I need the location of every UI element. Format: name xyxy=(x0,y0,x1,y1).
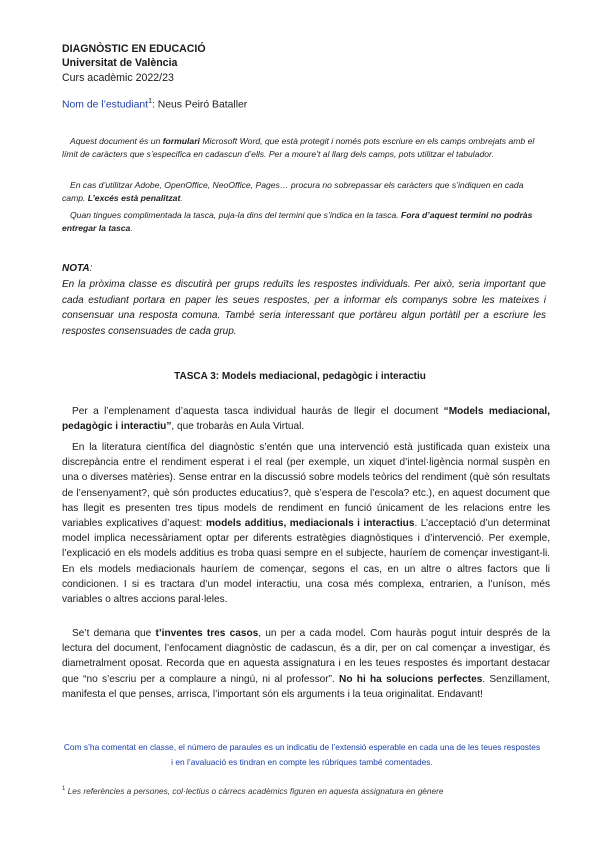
student-name-field[interactable] xyxy=(62,98,247,110)
body-paragraph-3: Se’t demana que t’inventes tres casos, un per a cada model. Com hauràs pogut intuir després de la lectura del document, l’enfocament diagnòstic de cadascun, és a dir, per on cal començar a investigar, és diametralment oposat. Recorda que en aquesta assignatura i en les teues respostes és important destacar que “no s’escriu per a complaure a ningú, ni al professor”. No hi ha solucions perfectes. Senzillament, manifesta el que penses, arrisca, l’important són els arguments i la teua originalitat. Endavant! xyxy=(62,628,551,700)
intro-paragraph-2: En cas d’utilitzar Adobe, OpenOffice, NeoOffice, Pages… procura no sobrepassar els caràcters que s’indiquen en cada camp. L’excés està penalitzat. xyxy=(62,180,524,203)
footnote-ref: 1 xyxy=(148,98,152,105)
university-name: Universitat de València xyxy=(62,57,178,69)
intro-paragraph-1: Aquest document és un formulari Microsoft Word, que està protegit i només pots escriure en els camps ombrejats amb el límit de caràcters que s’especifica en cadascun d’ells. Per a moure’t al llarg dels camps, pots utilitzar el tabulador. xyxy=(62,136,535,159)
nota-text: En la pròxima classe es discutirà per grups reduïts les respostes individuals. Per això, seria important que cada estudiant portara en paper les seues respostes, per a informar els companys sobre les mateixes i consensuar una resposta comuna. També seria interessant que portàreu algun portàtil per a escriure les respostes consensuades de cada grup. xyxy=(62,279,546,337)
body-paragraph-2: En la literatura científica del diagnòstic s’entén que una intervenció està justificada quan existeix una discrepància entre el rendiment esperat i el real (per exemple, un xiquet d’intel·ligència normal suspèn en una o diverses matèries). Sense entrar en la discussió sobre models teòrics del rendiment (què són resultats de l’ensenyament?, què són productes educatius?, què s’espera de l’escola? etc.), en aquest document que has llegit es presenten tres tipus models de rendiment en funció únicament de les relacions entre les variables explicatives d’aquest: models additius, mediacionals i interactius. L’acceptació d’un determinat model implica necessàriament optar per diferents estratègies diagnòstiques i d’intervenció. Per exemple, l’explicació en els models additius es troba quasi sempre en el subjecte, hauríem de començar investigant-li. En els models mediacionals hauríem de començar, segons el cas, en un altre o altres factors que li condicionen. I si es tractara d’un model interactiu, una cosa més complexa, entrarien, a l’uníson, més variables o altres accions paral·leles. xyxy=(62,442,551,606)
student-name-label: Nom de l’estudiant xyxy=(62,99,149,111)
task-title: TASCA 3: Models mediacional, pedagògic i interactiu xyxy=(174,371,426,382)
course-title: DIAGNÒSTIC EN EDUCACIÓ xyxy=(62,43,206,55)
intro-paragraph-3: Quan tingues complimentada la tasca, puja-la dins del termini que s’indica en la tasca. Fora d’aquest termini no podràs entregar la tasca. xyxy=(62,210,533,233)
nota-heading: NOTA: xyxy=(62,263,93,274)
word-count-note: Com s’ha comentat en classe, el número de paraules es un indicatiu de l’extensió esperable en cada una de les teues respostes i en l’avaluació es tindran en compte les rúbriques també comentades. xyxy=(63,742,541,767)
body-paragraph-1: Per a l’emplenament d’aquesta tasca individual hauràs de llegir el document “Models mediacional, pedagògic i interactiu”, que trobaràs en Aula Virtual. xyxy=(62,406,550,433)
academic-year: Curs acadèmic 2022/23 xyxy=(62,72,174,84)
footnote: $^1$ Les referències a persones, col·lectius o càrrecs acadèmics figuren en aquesta assignatura en gènere xyxy=(62,786,444,796)
student-name-value: : Neus Peiró Bataller xyxy=(151,99,248,111)
